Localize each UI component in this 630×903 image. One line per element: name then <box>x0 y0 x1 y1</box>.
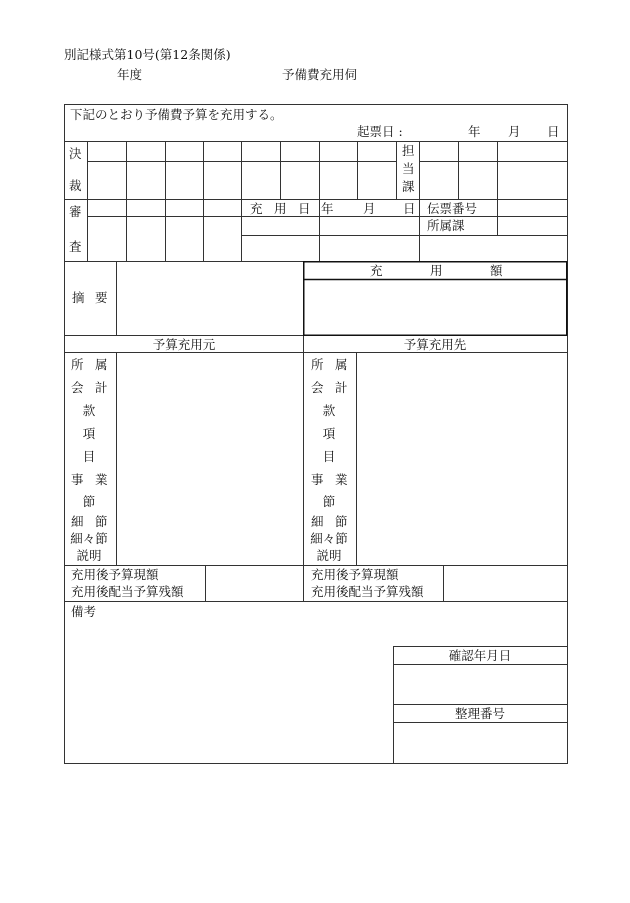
source-row-2b: 計 <box>95 380 108 395</box>
allocation-year-label: 年 <box>321 201 334 216</box>
amount-char-1: 充 <box>370 263 383 278</box>
destination-after-amount-field[interactable] <box>446 567 565 599</box>
review-char-2: 査 <box>69 239 82 254</box>
source-row-6a: 事 <box>71 472 84 487</box>
destination-budget-field[interactable] <box>359 355 565 563</box>
source-row-1a: 所 <box>71 357 84 372</box>
remarks-label: 備考 <box>71 604 97 619</box>
dest-row-4: 項 <box>322 426 336 441</box>
budget-source-title: 予算充用元 <box>152 337 216 352</box>
dest-row-9: 細々節 <box>310 531 348 546</box>
charge-char-3: 課 <box>402 179 415 194</box>
remarks-field[interactable] <box>67 622 389 760</box>
department-label: 所属課 <box>427 218 465 233</box>
dest-row-10: 説明 <box>316 548 342 563</box>
summary-char-1: 摘 <box>72 290 85 305</box>
intro-statement: 下記のとおり予備費予算を充用する。 <box>70 107 283 122</box>
decision-char-1: 決 <box>69 146 82 161</box>
summary-char-2: 要 <box>95 290 108 305</box>
dest-after-current-label: 充用後予算現額 <box>311 567 399 582</box>
draft-year-label: 年 <box>468 124 481 139</box>
confirm-date-field[interactable] <box>396 667 565 703</box>
draft-day-label: 日 <box>547 124 560 139</box>
dest-row-5: 目 <box>322 449 336 464</box>
dest-row-8a: 細 <box>311 514 324 529</box>
allocation-date-char-1: 充 <box>250 201 263 216</box>
reference-number-label: 整理番号 <box>454 706 506 721</box>
source-row-5: 目 <box>82 449 96 464</box>
summary-field[interactable] <box>120 264 300 333</box>
budget-destination-title: 予算充用先 <box>403 337 467 352</box>
charge-char-1: 担 <box>402 143 415 158</box>
confirm-date-label: 確認年月日 <box>448 648 512 663</box>
allocation-date-char-2: 用 <box>274 201 287 216</box>
dest-row-8b: 節 <box>335 514 348 529</box>
source-after-remaining-label: 充用後配当予算残額 <box>71 584 184 599</box>
source-after-amount-field[interactable] <box>208 567 301 599</box>
dest-row-2a: 会 <box>311 380 324 395</box>
dest-row-1a: 所 <box>311 357 324 372</box>
dest-after-remaining-label: 充用後配当予算残額 <box>311 584 424 599</box>
draft-month-label: 月 <box>508 124 521 139</box>
source-row-9: 細々節 <box>70 531 108 546</box>
allocation-date-char-3: 日 <box>298 201 311 216</box>
dest-row-6b: 業 <box>335 472 348 487</box>
source-row-2a: 会 <box>71 380 84 395</box>
allocation-month-label: 月 <box>363 201 376 216</box>
draft-date-label: 起票日 : <box>357 124 403 139</box>
amount-char-3: 額 <box>490 263 503 278</box>
fiscal-year-label: 年度 <box>117 67 143 82</box>
source-row-6b: 業 <box>95 472 108 487</box>
source-row-1b: 属 <box>95 357 108 372</box>
dest-row-6a: 事 <box>311 472 324 487</box>
voucher-number-label: 伝票番号 <box>427 201 478 216</box>
source-row-8a: 細 <box>71 514 84 529</box>
document-title: 予備費充用伺 <box>282 67 358 82</box>
allocation-day-label: 日 <box>403 201 416 216</box>
reference-number-field[interactable] <box>396 725 565 761</box>
source-row-4: 項 <box>82 426 96 441</box>
amount-char-2: 用 <box>430 263 443 278</box>
source-after-current-label: 充用後予算現額 <box>71 567 159 582</box>
dest-row-3: 款 <box>322 403 336 418</box>
decision-char-2: 裁 <box>69 178 82 193</box>
form-number: 別記様式第10号(第12条関係) <box>64 47 231 62</box>
source-row-3: 款 <box>82 403 96 418</box>
source-budget-field[interactable] <box>119 355 301 563</box>
amount-field[interactable] <box>306 282 564 333</box>
source-row-7: 節 <box>82 494 96 509</box>
source-row-8b: 節 <box>95 514 108 529</box>
charge-char-2: 当 <box>402 161 415 176</box>
source-row-10: 説明 <box>76 548 102 563</box>
review-char-1: 審 <box>69 204 82 219</box>
dest-row-7: 節 <box>322 494 336 509</box>
dest-row-1b: 属 <box>335 357 348 372</box>
dest-row-2b: 計 <box>335 380 348 395</box>
